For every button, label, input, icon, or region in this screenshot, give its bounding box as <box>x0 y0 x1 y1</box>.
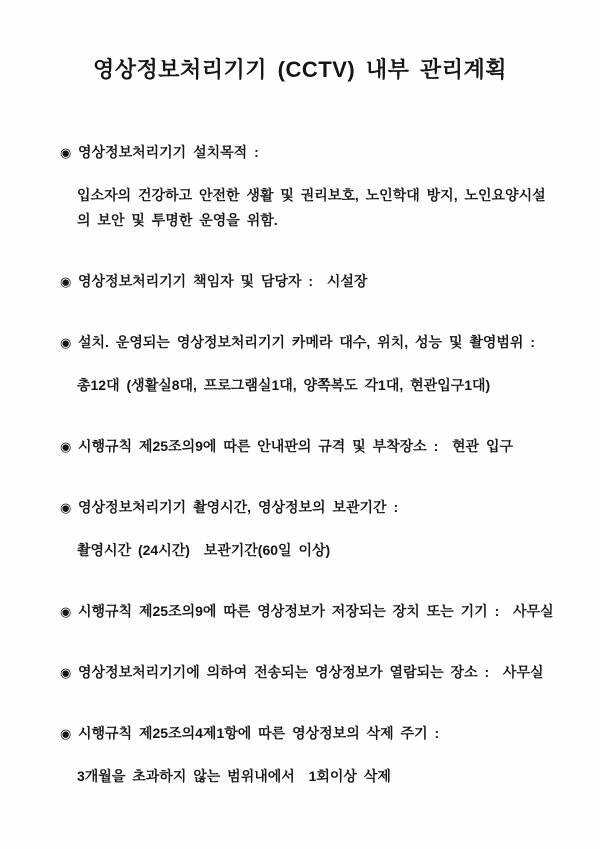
section-body: 입소자의 건강하고 안전한 생활 및 권리보호, 노인학대 방지, 노인요양시설의 보안 및 투명한 운영을 위함. <box>77 187 546 228</box>
fisheye-bullet-icon: ◉ <box>60 145 72 160</box>
section-heading-line <box>60 599 558 624</box>
section-heading-line <box>60 140 558 165</box>
section-heading: 시행규칙 제25조의4제1항에 따른 영상정보의 삭제 주기 : <box>78 725 440 741</box>
fisheye-bullet-icon: ◉ <box>60 500 72 515</box>
section-heading-line <box>60 269 558 294</box>
section-heading-line <box>60 434 558 459</box>
sections-list <box>0 140 600 789</box>
section-heading: 시행규칙 제25조의9에 따른 영상정보가 저장되는 장치 또는 기기 : 사무실 <box>78 603 554 619</box>
fisheye-bullet-icon: ◉ <box>60 439 72 454</box>
section-heading: 영상정보처리기기 책임자 및 담당자 : 시설장 <box>78 273 368 289</box>
section <box>60 330 558 398</box>
section-heading-line <box>60 495 558 520</box>
section <box>60 660 558 685</box>
page-title: 영상정보처리기기 (CCTV) 내부 관리계획 <box>93 57 507 82</box>
section-heading: 영상정보처리기기 촬영시간, 영상정보의 보관기간 : <box>78 499 399 515</box>
section <box>60 140 558 233</box>
fisheye-bullet-icon: ◉ <box>60 726 72 741</box>
fisheye-bullet-icon: ◉ <box>60 604 72 619</box>
section-heading: 설치. 운영되는 영상정보처리기기 카메라 대수, 위치, 성능 및 촬영범위 : <box>78 334 536 350</box>
section-heading-line <box>60 721 558 746</box>
section-heading-line <box>60 660 558 685</box>
section-heading: 영상정보처리기기 설치목적 : <box>78 144 259 160</box>
fisheye-bullet-icon: ◉ <box>60 665 72 680</box>
section <box>60 599 558 624</box>
section <box>60 269 558 294</box>
section-heading: 시행규칙 제25조의9에 따른 안내판의 규격 및 부착장소 : 현관 입구 <box>78 438 514 454</box>
section-heading-line <box>60 330 558 355</box>
section-body: 총12대 (생활실8대, 프로그램실1대, 양쪽복도 각1대, 현관입구1대) <box>77 377 491 393</box>
section <box>60 495 558 563</box>
section <box>60 434 558 459</box>
section-heading: 영상정보처리기기에 의하여 전송되는 영상정보가 열람되는 장소 : 사무실 <box>78 664 544 680</box>
fisheye-bullet-icon: ◉ <box>60 335 72 350</box>
section-body: 3개월을 초과하지 않는 범위내에서 1회이상 삭제 <box>77 768 391 784</box>
fisheye-bullet-icon: ◉ <box>60 274 72 289</box>
section <box>60 721 558 789</box>
section-body: 촬영시간 (24시간) 보관기간(60일 이상) <box>77 542 331 558</box>
